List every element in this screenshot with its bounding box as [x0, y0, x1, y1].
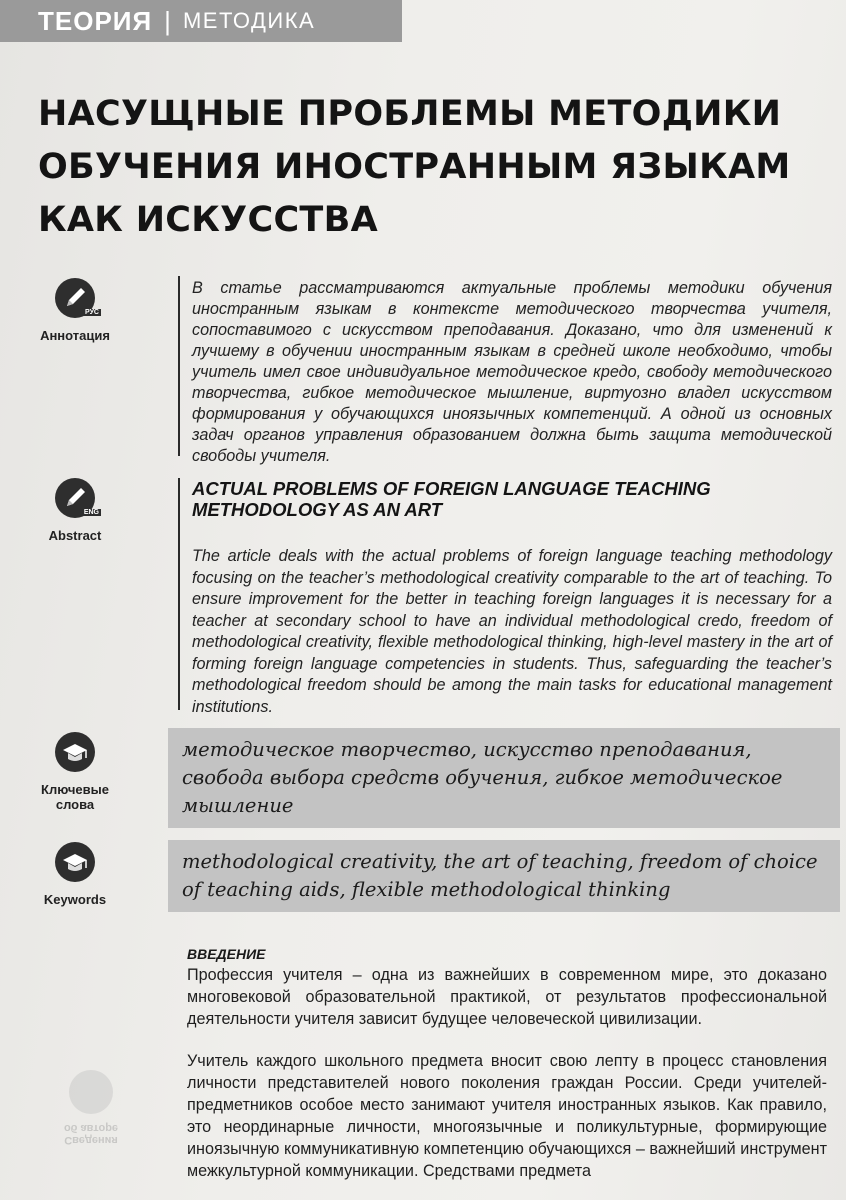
language-tag: РУС: [85, 309, 99, 316]
keywords-en-text: methodological creativity, the art of teaching, freedom of choice of teaching aids, flexible methodological thinking: [182, 850, 818, 901]
pen-icon: [55, 278, 99, 318]
abstract-rule: [178, 478, 180, 710]
author-icon: [69, 1070, 113, 1114]
section-header: [0, 0, 402, 42]
annotation-label: Аннотация: [40, 328, 110, 343]
keywords-en-label: Keywords: [43, 892, 107, 907]
annotation-text: В статье рассматриваются актуальные проблемы методики обучения иностранным языкам в контексте методического творчества учителя, сопоставимого с искусством преподавания. Доказано, что для изменений к лучшему в обучении иностранным языкам в средней школе необходимо, чтобы учитель имел свое индивидуальное методическое кредо, свободу методического творчества, гибкое методическое мышление, виртуозно владел искусством формирования у обучающихся иноязычных компетенций. А одной из основных задач органов управления образованием должна быть защита методической свободы учителя.: [192, 279, 832, 465]
intro-paragraph-1: Профессия учителя – одна из важнейших в современном мире, это доказано многовековой образовательной практикой, от результатов профессиональной деятельности учителя зависит будущее человеческой цивилизации.: [187, 966, 827, 1028]
keywords-ru-label-line2: слова: [55, 797, 95, 812]
keywords-ru-box: [168, 728, 840, 828]
graduation-cap-icon: [55, 732, 95, 772]
graduation-cap-icon: [55, 842, 95, 882]
abstract-side-label: [20, 478, 130, 543]
keywords-ru-text: методическое творчество, искусство преподавания, свобода выбора средств обучения, гибкое методическое мышление: [182, 738, 783, 817]
english-title: ACTUAL PROBLEMS OF FOREIGN LANGUAGE TEACHING METHODOLOGY AS AN ART: [192, 478, 711, 520]
pen-icon: [55, 478, 99, 518]
abstract-label: Abstract: [48, 528, 102, 543]
article-title: НАСУЩНЫЕ ПРОБЛЕМЫ МЕТОДИКИ ОБУЧЕНИЯ ИНОСТРАННЫМ ЯЗЫКАМ КАК ИСКУССТВА: [38, 94, 791, 240]
author-note-line2: об авторе: [63, 1122, 119, 1134]
section-name: ТЕОРИЯ: [38, 5, 153, 36]
keywords-en-side-label: [20, 842, 130, 907]
intro-heading: ВВЕДЕНИЕ: [187, 946, 266, 962]
abstract-text: The article deals with the actual problems of foreign language teaching methodology focusing on the teacher’s methodological creativity comparable to the art of teaching. To ensure improvement for the better in teaching foreign languages it is necessary for a teacher at secondary school to have an individual methodological credo, freedom of methodological creativity, flexible methodological thinking, high-level mastery in the art of forming foreign language competencies in students. Thus, safeguarding the teacher’s methodological freedom should be among the main tasks for educational management institutions.: [192, 547, 832, 716]
author-note-faded: [36, 1070, 146, 1146]
intro-paragraph-2: Учитель каждого школьного предмета вносит свою лепту в процесс становления личности представителей нового поколения граждан России. Среди учителей-предметников особое место занимают учителя иностранных языков. Как правило, это неординарные личности, многоязычные и поликультурные, формирующие иноязычную коммуникативную компетенцию обучающихся – важнейший инструмент межкультурной коммуникации. Средствами предмета: [187, 1052, 827, 1180]
keywords-ru-label: [20, 782, 130, 812]
author-note-label: [36, 1122, 146, 1146]
annotation-rule: [178, 276, 180, 456]
language-tag: ENG: [83, 509, 99, 516]
rubric-name: МЕТОДИКА: [182, 8, 316, 33]
header-separator: |: [164, 5, 171, 36]
keywords-ru-label-line1: Ключевые: [41, 782, 109, 797]
keywords-en-box: [168, 840, 840, 912]
author-note-line1: Сведения: [64, 1134, 118, 1146]
annotation-side-label: [20, 278, 130, 343]
keywords-ru-side-label: [20, 732, 130, 812]
